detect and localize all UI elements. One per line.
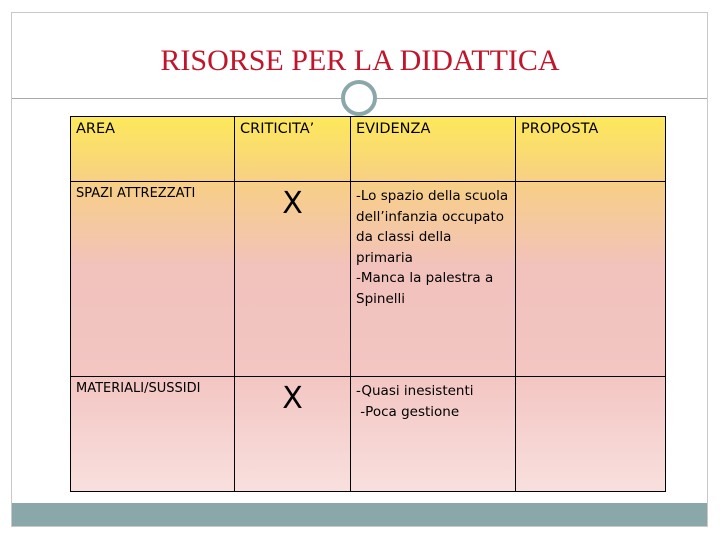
table-header-row <box>71 117 666 182</box>
table-row <box>71 182 666 377</box>
header-proposta: PROPOSTA <box>516 117 666 182</box>
resources-table <box>70 116 666 492</box>
header-evidenza: EVIDENZA <box>351 117 516 182</box>
header-area: AREA <box>71 117 235 182</box>
row-proposta <box>516 182 666 377</box>
table-row <box>71 377 666 492</box>
evidenza-line: -Poca gestione <box>356 403 460 420</box>
row-area: MATERIALI/SUSSIDI <box>71 377 235 492</box>
evidenza-line: -Lo spazio della scuola dell’infanzia occupato da classi della primaria <box>356 188 509 266</box>
row-evidenza <box>351 182 516 377</box>
row-evidenza <box>351 377 516 492</box>
evidenza-line: -Manca la palestra a Spinelli <box>356 270 494 307</box>
slide-title: RISORSE PER LA DIDATTICA <box>160 44 560 77</box>
evidenza-line: -Quasi inesistenti <box>356 383 474 399</box>
row-proposta <box>516 377 666 492</box>
resources-table-container <box>70 116 665 492</box>
row-area: SPAZI ATTREZZATI <box>71 182 235 377</box>
header-criticita: CRITICITA’ <box>235 117 351 182</box>
row-criticita: X <box>235 377 351 492</box>
bottom-bar <box>12 503 707 526</box>
row-criticita: X <box>235 182 351 377</box>
ring-ornament-icon <box>341 80 377 116</box>
